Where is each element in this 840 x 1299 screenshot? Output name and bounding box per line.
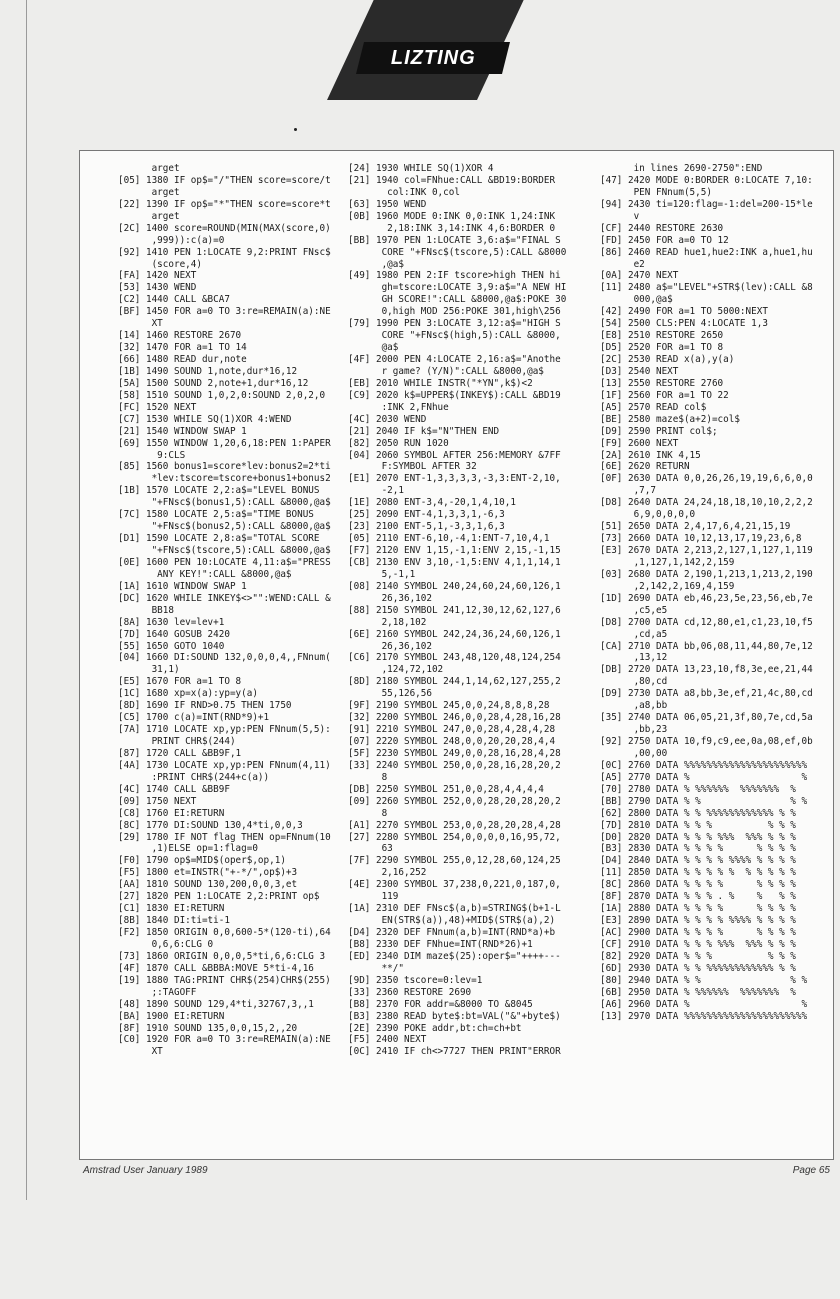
code-line: 2,18:INK 3,14:INK 4,6:BORDER 0 xyxy=(348,222,556,234)
code-line: *lev:tscore=tscore+bonus1+bonus2 xyxy=(118,473,331,485)
code-line: [C1] 1830 EI:RETURN xyxy=(118,903,225,915)
code-line: [E3] 2890 DATA % % % % %%%% % % % % xyxy=(600,915,796,927)
code-line: [F0] 1790 op$=MID$(oper$,op,1) xyxy=(118,855,286,867)
code-line: [0E] 1600 PEN 10:LOCATE 4,11:a$="PRESS xyxy=(118,556,331,568)
code-line: PRINT CHR$(244) xyxy=(118,736,236,747)
code-line: ,c5,e5 xyxy=(600,604,668,616)
code-line: 26,36,102 xyxy=(348,592,432,604)
code-line: [5A] 1500 SOUND 2,note+1,dur*16,12 xyxy=(118,377,309,389)
code-line: [6B] 2950 DATA % %%%%%% %%%%%%% % xyxy=(600,986,796,998)
code-line: [69] 1550 WINDOW 1,20,6,18:PEN 1:PAPER xyxy=(118,437,331,449)
code-line: [63] 1950 WEND xyxy=(348,198,427,210)
code-line: (score,4) xyxy=(118,258,202,270)
code-line: [33] 2360 RESTORE 2690 xyxy=(348,986,472,998)
code-line: [8B] 1840 DI:ti=ti-1 xyxy=(118,915,230,927)
code-line: [CF] 2440 RESTORE 2630 xyxy=(600,222,724,234)
code-line: [BF] 1450 FOR a=0 TO 3:re=REMAIN(a):NE xyxy=(118,306,331,318)
code-line: v xyxy=(600,210,640,222)
code-line: 119 xyxy=(348,891,399,903)
code-line: [F5] 1800 et=INSTR("+-*/",op$)+3 xyxy=(118,867,298,879)
code-line: [A5] 2770 DATA % % xyxy=(600,771,808,783)
code-line: [88] 2150 SYMBOL 241,12,30,12,62,127,6 xyxy=(348,604,561,616)
code-line: [B3] 2830 DATA % % % % % % % % xyxy=(600,843,796,855)
code-line: 63 xyxy=(348,843,393,855)
code-line: "+FNsc$(tscore,5):CALL &8000,@a$ xyxy=(118,545,331,556)
code-line: [F7] 2120 ENV 1,15,-1,1:ENV 2,15,-1,15 xyxy=(348,545,561,556)
code-line: [9F] 2190 SYMBOL 245,0,0,24,8,8,8,28 xyxy=(348,700,550,712)
code-line: [6E] 2620 RETURN xyxy=(600,461,690,473)
code-line: [AA] 1810 SOUND 130,200,0,0,3,et xyxy=(118,879,298,891)
code-line: [27] 2280 SYMBOL 254,0,0,0,0,16,95,72, xyxy=(348,831,561,843)
code-line: [1A] 1610 WINDOW SWAP 1 xyxy=(118,580,247,592)
code-line: EN(STR$(a)),48)+MID$(STR$(a),2) xyxy=(348,915,556,927)
footer-page-number: Page 65 xyxy=(792,1165,830,1176)
section-title: LIZTING xyxy=(390,46,476,69)
code-line: [D4] 2320 DEF FNnum(a,b)=INT(RND*a)+b xyxy=(348,927,556,938)
code-line: [92] 2750 DATA 10,f9,c9,ee,0a,08,ef,0b xyxy=(600,736,813,747)
code-line: [29] 1780 IF NOT flag THEN op=FNnum(10 xyxy=(118,831,331,843)
code-line: CORE "+FNsc$(tscore,5):CALL &8000 xyxy=(348,246,567,258)
code-line: [D1] 1590 LOCATE 2,8:a$="TOTAL SCORE xyxy=(118,533,320,545)
code-line: [C6] 2170 SYMBOL 243,48,120,48,124,254 xyxy=(348,652,561,664)
listing-column-2 xyxy=(348,163,566,1058)
code-line: r game? (Y/N)":CALL &8000,@a$ xyxy=(348,365,544,377)
code-line: [EB] 2010 WHILE INSTR("*YN",k$)<2 xyxy=(348,377,533,389)
code-line: ,999)):c(a)=0 xyxy=(118,234,225,246)
code-line: [53] 1430 WEND xyxy=(118,282,197,294)
code-line: [F9] 2600 NEXT xyxy=(600,437,679,449)
code-line: [2E] 2390 POKE addr,bt:ch=ch+bt xyxy=(348,1022,522,1034)
code-line: [2A] 2610 INK 4,15 xyxy=(600,449,701,461)
code-line: [D3] 2540 NEXT xyxy=(600,365,679,377)
code-line: [C8] 1760 EI:RETURN xyxy=(118,807,225,819)
code-line: [D4] 2840 DATA % % % % %%%% % % % % xyxy=(600,855,796,867)
code-line: [FC] 1520 NEXT xyxy=(118,401,197,413)
code-line: [BA] 1900 EI:RETURN xyxy=(118,1010,225,1022)
code-line: [4E] 2300 SYMBOL 37,238,0,221,0,187,0, xyxy=(348,879,561,891)
code-line: [19] 1880 TAG:PRINT CHR$(254)CHR$(255) xyxy=(118,974,331,986)
code-line: [4C] 2030 WEND xyxy=(348,413,427,425)
code-line: [8D] 2180 SYMBOL 244,1,14,62,127,255,2 xyxy=(348,676,561,688)
code-line: [0F] 2630 DATA 0,0,26,26,19,19,6,6,0,0 xyxy=(600,473,813,485)
code-line: in lines 2690-2750":END xyxy=(600,163,763,174)
section-badge xyxy=(356,42,510,74)
code-line: [55] 1650 GOTO 1040 xyxy=(118,640,225,652)
code-line: 8 xyxy=(348,771,388,783)
code-line: ,7,7 xyxy=(600,485,656,497)
code-line: [AC] 2900 DATA % % % % % % % % xyxy=(600,927,796,938)
code-line: [BB] 1970 PEN 1:LOCATE 3,6:a$="FINAL S xyxy=(348,234,561,246)
code-line: [91] 2210 SYMBOL 247,0,0,28,4,28,4,28 xyxy=(348,724,556,736)
code-line: [1F] 2560 FOR a=1 TO 22 xyxy=(600,389,729,401)
code-line: [24] 1930 WHILE SQ(1)XOR 4 xyxy=(348,163,494,174)
code-line: GH SCORE!":CALL &8000,@a$:POKE 30 xyxy=(348,294,567,306)
code-line: [6D] 2930 DATA % % %%%%%%%%%%%% % % xyxy=(600,962,796,974)
code-line: ,1)ELSE op=1:flag=0 xyxy=(118,843,258,855)
code-line: [86] 2460 READ hue1,hue2:INK a,hue1,hu xyxy=(600,246,813,258)
code-line: [42] 2490 FOR a=1 TO 5000:NEXT xyxy=(600,306,768,318)
code-line: CORE "+FNsc$(high,5):CALL &8000, xyxy=(348,330,561,342)
code-line: ANY KEY!":CALL &8000,@a$ xyxy=(118,568,292,580)
footer-publication: Amstrad User January 1989 xyxy=(83,1165,208,1176)
code-line: ,bb,23 xyxy=(600,724,668,736)
code-line: [D0] 2820 DATA % % % %%% %%% % % % xyxy=(600,831,796,843)
code-line: [1B] 1490 SOUND 1,note,dur*16,12 xyxy=(118,365,298,377)
code-line: arget xyxy=(118,210,180,222)
code-line: -2,1 xyxy=(348,485,404,497)
code-line: [CB] 2130 ENV 3,10,-1,5:ENV 4,1,1,14,1 xyxy=(348,556,561,568)
code-line: [49] 1980 PEN 2:IF tscore>high THEN hi xyxy=(348,270,561,282)
code-line: [54] 2500 CLS:PEN 4:LOCATE 1,3 xyxy=(600,318,768,330)
code-line: :PRINT CHR$(244+c(a)) xyxy=(118,771,270,783)
code-line: ;:TAGOFF xyxy=(118,986,197,998)
code-line: 2,16,252 xyxy=(348,867,427,879)
code-line: [7A] 1710 LOCATE xp,yp:PEN FNnum(5,5): xyxy=(118,724,331,736)
code-line: [F5] 2400 NEXT xyxy=(348,1034,427,1046)
code-line: ,1,127,1,142,2,159 xyxy=(600,556,735,568)
print-dot xyxy=(294,128,297,131)
code-line: "+FNsc$(bonus2,5):CALL &8000,@a$ xyxy=(118,521,331,533)
code-line: [E8] 2510 RESTORE 2650 xyxy=(600,330,724,342)
code-line: [1C] 1680 xp=x(a):yp=y(a) xyxy=(118,688,258,700)
code-line: [D9] 2730 DATA a8,bb,3e,ef,21,4c,80,cd xyxy=(600,688,813,700)
code-line: [7F] 2290 SYMBOL 255,0,12,28,60,124,25 xyxy=(348,855,561,867)
code-line: [2C] 2530 READ x(a),y(a) xyxy=(600,354,735,365)
code-line: [82] 2050 RUN 1020 xyxy=(348,437,449,449)
code-line: [E5] 1670 FOR a=1 TO 8 xyxy=(118,676,242,688)
code-line: [8F] 1910 SOUND 135,0,0,15,2,,20 xyxy=(118,1022,298,1034)
code-line: "+FNsc$(bonus1,5):CALL &8000,@a$ xyxy=(118,497,331,509)
code-line: ,cd,a5 xyxy=(600,628,668,640)
code-line: ,80,cd xyxy=(600,676,668,688)
code-line: [33] 2240 SYMBOL 250,0,0,28,16,28,20,2 xyxy=(348,759,561,771)
code-line: [ED] 2340 DIM maze$(25):oper$="++++--- xyxy=(348,950,561,962)
code-line: arget xyxy=(118,163,180,174)
listing-column-1 xyxy=(118,163,331,1058)
code-line: [1D] 2690 DATA eb,46,23,5e,23,56,eb,7e xyxy=(600,592,813,604)
code-line: [C9] 2020 k$=UPPER$(INKEY$):CALL &BD19 xyxy=(348,389,561,401)
code-line: [DC] 1620 WHILE INKEY$<>"":WEND:CALL & xyxy=(118,592,331,604)
code-line: [09] 2260 SYMBOL 252,0,0,28,20,28,20,2 xyxy=(348,795,561,807)
code-line: [21] 2040 IF k$="N"THEN END xyxy=(348,425,500,437)
code-line: :INK 2,FNhue xyxy=(348,401,449,413)
code-line: [9D] 2350 tscore=0:lev=1 xyxy=(348,974,483,986)
code-line: [82] 2920 DATA % % % % % % xyxy=(600,950,796,962)
code-line: gh=tscore:LOCATE 3,9:a$="A NEW HI xyxy=(348,282,567,294)
code-line: [32] 2200 SYMBOL 246,0,0,28,4,28,16,28 xyxy=(348,712,561,724)
code-line: ,2,142,2,169,4,159 xyxy=(600,580,735,592)
code-line: [51] 2650 DATA 2,4,17,6,4,21,15,19 xyxy=(600,521,791,533)
code-line: [D5] 2520 FOR a=1 TO 8 xyxy=(600,342,724,354)
code-line: ,13,12 xyxy=(600,652,668,664)
header-band xyxy=(0,0,840,150)
code-line: [FD] 2450 FOR a=0 TO 12 xyxy=(600,234,729,246)
code-line: [7D] 1640 GOSUB 2420 xyxy=(118,628,230,640)
code-line: [07] 2220 SYMBOL 248,0,0,20,20,28,4,4 xyxy=(348,736,556,747)
code-line: [08] 2140 SYMBOL 240,24,60,24,60,126,1 xyxy=(348,580,561,592)
code-line: [1E] 2080 ENT-3,4,-20,1,4,10,1 xyxy=(348,497,516,509)
code-line: @a$ xyxy=(348,342,399,354)
code-line: [8C] 2860 DATA % % % % % % % % xyxy=(600,879,796,891)
code-line: [8D] 1690 IF RND>0.75 THEN 1750 xyxy=(118,700,292,712)
code-line: [0C] 2760 DATA %%%%%%%%%%%%%%%%%%%%%% xyxy=(600,759,808,771)
code-line: BB18 xyxy=(118,604,174,616)
code-line: col:INK 0,col xyxy=(348,186,460,198)
code-line: [05] 2110 ENT-6,10,-4,1:ENT-7,10,4,1 xyxy=(348,533,550,545)
code-line: [11] 2480 a$="LEVEL"+STR$(lev):CALL &8 xyxy=(600,282,813,294)
code-line: [48] 1890 SOUND 129,4*ti,32767,3,,1 xyxy=(118,998,314,1010)
code-line: **/" xyxy=(348,962,404,974)
code-line: [7C] 1580 LOCATE 2,5:a$="TIME BONUS xyxy=(118,509,314,521)
code-line: [4F] 2000 PEN 4:LOCATE 2,16:a$="Anothe xyxy=(348,354,561,365)
code-line: [13] 2970 DATA %%%%%%%%%%%%%%%%%%%%%% xyxy=(600,1010,808,1022)
code-line: [D9] 2590 PRINT col$; xyxy=(600,425,718,437)
code-line: [F2] 1850 ORIGIN 0,0,600-5*(120-ti),64 xyxy=(118,927,331,938)
code-line: [32] 1470 FOR a=1 TO 14 xyxy=(118,342,247,354)
code-line: 000,@a$ xyxy=(600,294,673,306)
code-line: 0,high MOD 256:POKE 301,high\256 xyxy=(348,306,561,318)
code-line: [8A] 1630 lev=lev+1 xyxy=(118,616,225,628)
code-line: [DB] 2250 SYMBOL 251,0,0,28,4,4,4,4 xyxy=(348,783,544,795)
code-line: ,a8,bb xyxy=(600,700,668,712)
code-line: [8F] 2870 DATA % % % . % % % % xyxy=(600,891,796,903)
code-line: [62] 2800 DATA % % %%%%%%%%%%%% % % xyxy=(600,807,796,819)
code-line: [2C] 1400 score=ROUND(MIN(MAX(score,0) xyxy=(118,222,331,234)
code-line: [4C] 1740 CALL &BB9F xyxy=(118,783,230,795)
code-line: [73] 1860 ORIGIN 0,0,0,5*ti,6,6:CLG 3 xyxy=(118,950,326,962)
code-line: [A1] 2270 SYMBOL 253,0,0,28,20,28,4,28 xyxy=(348,819,561,831)
code-line: [0B] 1960 MODE 0:INK 0,0:INK 1,24:INK xyxy=(348,210,556,222)
code-line: [27] 1820 PEN 1:LOCATE 2,2:PRINT op$ xyxy=(118,891,320,903)
code-line: [92] 1410 PEN 1:LOCATE 9,2:PRINT FNsc$ xyxy=(118,246,331,258)
code-line: [B8] 2330 DEF FNhue=INT(RND*26)+1 xyxy=(348,938,533,950)
code-line: [CF] 2910 DATA % % % %%% %%% % % % xyxy=(600,938,796,950)
code-line: [6E] 2160 SYMBOL 242,24,36,24,60,126,1 xyxy=(348,628,561,640)
code-line: [BE] 2580 maze$(a+2)=col$ xyxy=(600,413,740,425)
code-line: [FA] 1420 NEXT xyxy=(118,270,197,282)
code-line: 0,6,6:CLG 0 xyxy=(118,938,214,950)
code-line: [73] 2660 DATA 10,12,13,17,19,23,6,8 xyxy=(600,533,802,545)
code-line: e2 xyxy=(600,258,645,270)
code-line: [21] 1540 WINDOW SWAP 1 xyxy=(118,425,247,437)
code-line: 5,-1,1 xyxy=(348,568,416,580)
code-line: [BB] 2790 DATA % % % % xyxy=(600,795,808,807)
code-line: [03] 2680 DATA 2,190,1,213,1,213,2,190 xyxy=(600,568,813,580)
code-line: [21] 1940 col=FNhue:CALL &BD19:BORDER xyxy=(348,174,556,186)
code-line: [70] 2780 DATA % %%%%%% %%%%%%% % xyxy=(600,783,796,795)
code-line: [11] 2850 DATA % % % % % % % % % % xyxy=(600,867,796,879)
code-line: [B3] 2380 READ byte$:bt=VAL("&"+byte$) xyxy=(348,1010,561,1022)
code-line: [D8] 2700 DATA cd,12,80,e1,c1,23,10,f5 xyxy=(600,616,813,628)
code-line: [80] 2940 DATA % % % % xyxy=(600,974,808,986)
code-line: [04] 1660 DI:SOUND 132,0,0,0,4,,FNnum( xyxy=(118,652,331,664)
code-line: [DB] 2720 DATA 13,23,10,f8,3e,ee,21,44 xyxy=(600,664,813,676)
code-line: [79] 1990 PEN 3:LOCATE 3,12:a$="HIGH S xyxy=(348,318,561,330)
code-line: [5F] 2230 SYMBOL 249,0,0,28,16,28,4,28 xyxy=(348,747,561,759)
listing-column-3 xyxy=(600,163,813,1023)
code-line: [A5] 2570 READ col$ xyxy=(600,401,707,413)
listing-panel xyxy=(79,150,834,1160)
code-line: [14] 1460 RESTORE 2670 xyxy=(118,330,242,342)
code-line: ,124,72,102 xyxy=(348,664,444,676)
code-line: [C2] 1440 CALL &BCA7 xyxy=(118,294,230,306)
code-line: [E1] 2070 ENT-1,3,3,3,3,-3,3:ENT-2,10, xyxy=(348,473,561,485)
code-line: [35] 2740 DATA 06,05,21,3f,80,7e,cd,5a xyxy=(600,712,813,724)
code-line: [0A] 2470 NEXT xyxy=(600,270,679,282)
code-line: [1B] 1570 LOCATE 2,2:a$="LEVEL BONUS xyxy=(118,485,320,497)
code-line: [94] 2430 ti=120:flag=-1:del=200-15*le xyxy=(600,198,813,210)
code-line: [7D] 2810 DATA % % % % % % xyxy=(600,819,796,831)
code-line: ,@a$ xyxy=(348,258,404,270)
code-line: [8C] 1770 DI:SOUND 130,4*ti,0,0,3 xyxy=(118,819,303,831)
code-line: [CA] 2710 DATA bb,06,08,11,44,80,7e,12 xyxy=(600,640,813,652)
code-line: [25] 2090 ENT-4,1,3,3,1,-6,3 xyxy=(348,509,505,521)
code-line: [66] 1480 READ dur,note xyxy=(118,354,247,365)
code-line: [1A] 2310 DEF FNsc$(a,b)=STRING$(b+1-L xyxy=(348,903,561,915)
code-line: [58] 1510 SOUND 1,0,2,0:SOUND 2,0,2,0 xyxy=(118,389,326,401)
code-line: [04] 2060 SYMBOL AFTER 256:MEMORY &7FF xyxy=(348,449,561,461)
code-line: 9:CLS xyxy=(118,449,186,461)
code-line: [1A] 2880 DATA % % % % % % % % xyxy=(600,903,796,915)
code-line: [23] 2100 ENT-5,1,-3,3,1,6,3 xyxy=(348,521,505,533)
code-line: [A6] 2960 DATA % % xyxy=(600,998,808,1010)
code-line: ,00,00 xyxy=(600,747,668,759)
code-line: 6,9,0,0,0,0 xyxy=(600,509,696,521)
code-line: [C7] 1530 WHILE SQ(1)XOR 4:WEND xyxy=(118,413,292,425)
code-line: 26,36,102 xyxy=(348,640,432,652)
code-line: [22] 1390 IF op$="*"THEN score=score*t xyxy=(118,198,331,210)
code-line: [47] 2420 MODE 0:BORDER 0:LOCATE 7,10: xyxy=(600,174,813,186)
code-line: 2,18,102 xyxy=(348,616,427,628)
code-line: [09] 1750 NEXT xyxy=(118,795,197,807)
code-line: [05] 1380 IF op$="/"THEN score=score/t xyxy=(118,174,331,186)
code-line: XT xyxy=(118,1046,163,1058)
code-line: [13] 2550 RESTORE 2760 xyxy=(600,377,724,389)
code-line: arget xyxy=(118,186,180,198)
code-line: [D8] 2640 DATA 24,24,18,18,10,10,2,2,2 xyxy=(600,497,813,509)
code-line: [87] 1720 CALL &BB9F,1 xyxy=(118,747,242,759)
code-line: 31,1) xyxy=(118,664,180,676)
code-line: F:SYMBOL AFTER 32 xyxy=(348,461,477,473)
code-line: [C5] 1700 c(a)=INT(RND*9)+1 xyxy=(118,712,270,724)
code-line: [E3] 2670 DATA 2,213,2,127,1,127,1,119 xyxy=(600,545,813,556)
code-line: [0C] 2410 IF ch<>7727 THEN PRINT"ERROR xyxy=(348,1046,561,1058)
code-line: XT xyxy=(118,318,163,330)
code-line: [85] 1560 bonus1=score*lev:bonus2=2*ti xyxy=(118,461,331,473)
code-line: [4A] 1730 LOCATE xp,yp:PEN FNnum(4,11) xyxy=(118,759,331,771)
code-line: 8 xyxy=(348,807,388,819)
code-line: [B8] 2370 FOR addr=&8000 TO &8045 xyxy=(348,998,533,1010)
page-margin-rule xyxy=(0,0,27,1200)
code-line: 55,126,56 xyxy=(348,688,432,700)
code-line: PEN FNnum(5,5) xyxy=(600,186,712,198)
code-line: [4F] 1870 CALL &BBBA:MOVE 5*ti-4,16 xyxy=(118,962,314,974)
code-line: [C0] 1920 FOR a=0 TO 3:re=REMAIN(a):NE xyxy=(118,1034,331,1046)
